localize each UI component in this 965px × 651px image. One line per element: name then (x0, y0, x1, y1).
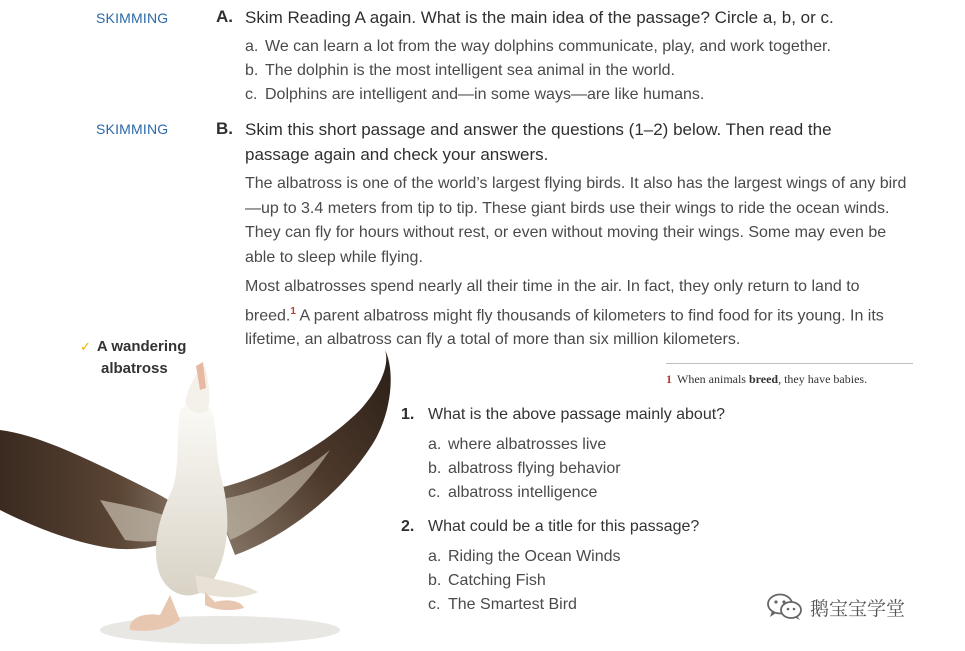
q2-option-a: a. Riding the Ocean Winds (428, 548, 621, 565)
question-1: 1. What is the above passage mainly about? a. where albatrosses live b. albatross flying behavior c. albatross intelligence (401, 403, 725, 505)
footnote: 1 When animals breed, they have babies. (666, 372, 868, 386)
albatross-image (0, 330, 400, 651)
chevron-down-icon: ✓ (80, 339, 91, 354)
albatross-body (156, 402, 227, 595)
option-b: b. The dolphin is the most intelligent sea animal in the world. (245, 62, 675, 79)
section-a-instruction: Skim Reading A again. What is the main idea of the passage? Circle a, b, or c. (245, 8, 834, 27)
q2-option-c: c. The Smartest Bird (428, 596, 577, 613)
section-a-options (245, 35, 831, 107)
passage-paragraph-2: Most albatrosses spend nearly all their time in the air. In fact, they only return to land to breed.$^1$ A parent albatross might fly thousands of kilometers to find food for its young. In its lifetime, an albatross can fly a total of more than six million kilometers. (245, 278, 884, 349)
option-a: a. We can learn a lot from the way dolphins communicate, play, and work together. (245, 38, 831, 55)
question-2: 2. What could be a title for this passage? a. Riding the Ocean Winds b. Catching Fish c. The Smartest Bird (401, 515, 699, 617)
section-b-tag: SKIMMING (96, 121, 169, 137)
q1-option-b: b. albatross flying behavior (428, 460, 621, 477)
image-caption: ✓ A wandering albatross (80, 338, 187, 377)
section-a-tag: SKIMMING (96, 10, 169, 26)
watermark-text: 鹅宝宝学堂 (810, 597, 906, 620)
section-b-letter: B. (216, 119, 233, 138)
q1-option-c: c. albatross intelligence (428, 484, 598, 501)
section-a-letter: A. (216, 7, 233, 26)
passage-paragraph-1: The albatross is one of the world’s largest flying birds. It also has the largest wings of any bird—up to 3.4 meters from tip to tip. These giant birds use their wings to ride the ocean winds. They can fly for hours without rest, or even without moving their wings. Some may even be able to sleep while flying. (245, 175, 907, 266)
option-c: c. Dolphins are intelligent and—in some ways—are like humans. (245, 86, 705, 103)
q1-option-a: a. where albatrosses live (428, 436, 607, 453)
watermark (766, 592, 905, 622)
q2-option-b: b. Catching Fish (428, 572, 546, 589)
footnote-marker: 1 (290, 305, 296, 317)
section-b-instruction: Skim this short passage and answer the questions (1–2) below. Then read the passage again and check your answers. (245, 120, 832, 164)
wechat-icon (766, 592, 804, 622)
footnote-divider (666, 363, 913, 364)
